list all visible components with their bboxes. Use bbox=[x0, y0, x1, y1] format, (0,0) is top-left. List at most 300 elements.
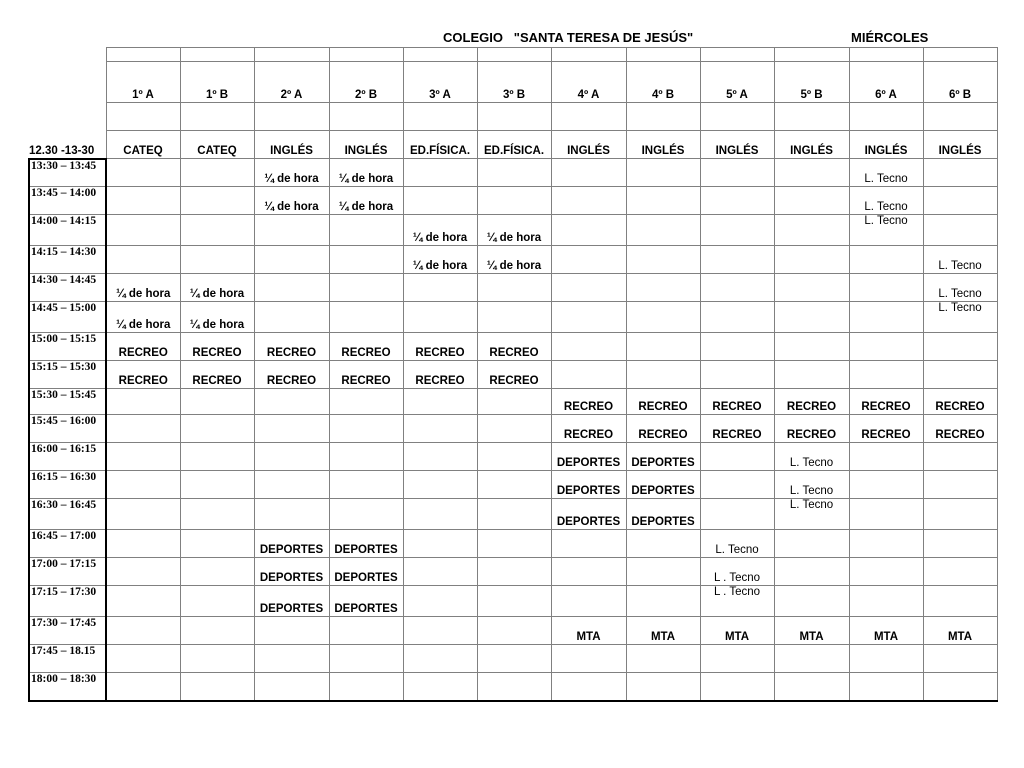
spacer-cell bbox=[29, 103, 106, 131]
schedule-cell: DEPORTES bbox=[626, 471, 700, 499]
schedule-cell bbox=[329, 471, 403, 499]
time-label: 17:00 – 17:15 bbox=[29, 558, 106, 586]
schedule-cell: DEPORTES bbox=[626, 443, 700, 471]
schedule-cell bbox=[403, 187, 477, 215]
schedule-cell: RECREO bbox=[180, 333, 254, 361]
schedule-cell bbox=[106, 471, 180, 499]
schedule-cell: ¼ de hora bbox=[403, 215, 477, 246]
schedule-cell bbox=[923, 361, 997, 389]
schedule-cell: ¼ de hora bbox=[403, 246, 477, 274]
schedule-cell: MTA bbox=[923, 617, 997, 645]
schedule-cell bbox=[774, 302, 849, 333]
schedule-cell: RECREO bbox=[626, 389, 700, 415]
time-slot-row bbox=[29, 617, 997, 645]
time-slot-row bbox=[29, 187, 997, 215]
schedule-cell bbox=[849, 361, 923, 389]
schedule-cell bbox=[477, 471, 551, 499]
time-slot-row bbox=[29, 586, 997, 617]
time-label: 14:45 – 15:00 bbox=[29, 302, 106, 333]
time-slot-row bbox=[29, 471, 997, 499]
class-header-cell: 3º B bbox=[477, 62, 551, 103]
schedule-cell bbox=[254, 415, 329, 443]
schedule-cell bbox=[774, 673, 849, 701]
schedule-cell bbox=[551, 246, 626, 274]
schedule-cell bbox=[106, 530, 180, 558]
schedule-cell bbox=[477, 274, 551, 302]
time-slot-row bbox=[29, 302, 997, 333]
schedule-cell bbox=[106, 558, 180, 586]
schedule-table bbox=[28, 47, 998, 702]
schedule-cell bbox=[254, 215, 329, 246]
schedule-cell bbox=[923, 499, 997, 530]
schedule-cell bbox=[626, 302, 700, 333]
schedule-cell bbox=[477, 443, 551, 471]
schedule-cell: L. Tecno bbox=[923, 274, 997, 302]
schedule-cell: DEPORTES bbox=[329, 586, 403, 617]
schedule-cell bbox=[849, 558, 923, 586]
subject-cell: CATEQ bbox=[106, 131, 180, 159]
schedule-cell: DEPORTES bbox=[626, 499, 700, 530]
time-label: 12.30 -13-30 bbox=[29, 131, 106, 159]
schedule-cell bbox=[626, 361, 700, 389]
schedule-cell: ¼ de hora bbox=[254, 187, 329, 215]
schedule-cell bbox=[477, 159, 551, 187]
schedule-cell bbox=[551, 215, 626, 246]
schedule-cell: MTA bbox=[849, 617, 923, 645]
schedule-cell: L. Tecno bbox=[849, 215, 923, 246]
schedule-cell: RECREO bbox=[774, 415, 849, 443]
schedule-cell bbox=[923, 558, 997, 586]
schedule-cell: RECREO bbox=[254, 361, 329, 389]
schedule-cell: L. Tecno bbox=[849, 159, 923, 187]
schedule-cell bbox=[774, 274, 849, 302]
schedule-cell: RECREO bbox=[626, 415, 700, 443]
class-header-cell: 6º A bbox=[849, 62, 923, 103]
schedule-cell bbox=[774, 558, 849, 586]
schedule-cell bbox=[700, 361, 774, 389]
schedule-cell: RECREO bbox=[923, 415, 997, 443]
schedule-cell bbox=[329, 215, 403, 246]
schedule-cell: RECREO bbox=[403, 333, 477, 361]
subject-cell: INGLÉS bbox=[626, 131, 700, 159]
schedule-cell bbox=[403, 302, 477, 333]
schedule-cell: RECREO bbox=[700, 389, 774, 415]
subject-cell: INGLÉS bbox=[923, 131, 997, 159]
schedule-cell: RECREO bbox=[923, 389, 997, 415]
schedule-cell bbox=[477, 389, 551, 415]
spacer-row bbox=[29, 48, 997, 62]
schedule-cell bbox=[106, 586, 180, 617]
schedule-cell bbox=[403, 443, 477, 471]
schedule-cell: RECREO bbox=[254, 333, 329, 361]
schedule-cell bbox=[403, 159, 477, 187]
schedule-cell: RECREO bbox=[180, 361, 254, 389]
class-header-cell: 3º A bbox=[403, 62, 477, 103]
subject-cell: INGLÉS bbox=[774, 131, 849, 159]
corner-cell bbox=[29, 62, 106, 103]
spacer-cell bbox=[626, 48, 700, 62]
schedule-cell bbox=[106, 215, 180, 246]
subject-cell: INGLÉS bbox=[551, 131, 626, 159]
schedule-cell bbox=[180, 443, 254, 471]
schedule-cell bbox=[774, 159, 849, 187]
schedule-cell: RECREO bbox=[106, 333, 180, 361]
schedule-cell bbox=[329, 274, 403, 302]
schedule-cell bbox=[700, 645, 774, 673]
time-label: 17:30 – 17:45 bbox=[29, 617, 106, 645]
schedule-cell: L. Tecno bbox=[774, 499, 849, 530]
spacer-cell bbox=[180, 103, 254, 131]
schedule-cell bbox=[106, 443, 180, 471]
subject-row bbox=[29, 131, 997, 159]
schedule-cell: L . Tecno bbox=[700, 586, 774, 617]
schedule-cell bbox=[626, 187, 700, 215]
time-slot-row bbox=[29, 558, 997, 586]
spacer-row bbox=[29, 103, 997, 131]
time-label: 14:30 – 14:45 bbox=[29, 274, 106, 302]
class-header-cell: 4º A bbox=[551, 62, 626, 103]
time-label: 16:30 – 16:45 bbox=[29, 499, 106, 530]
schedule-cell bbox=[477, 499, 551, 530]
schedule-cell: ¼ de hora bbox=[477, 246, 551, 274]
schedule-cell bbox=[551, 361, 626, 389]
schedule-cell: MTA bbox=[774, 617, 849, 645]
schedule-cell: RECREO bbox=[551, 415, 626, 443]
schedule-cell bbox=[774, 187, 849, 215]
schedule-cell bbox=[849, 645, 923, 673]
schedule-cell bbox=[700, 333, 774, 361]
schedule-cell bbox=[923, 215, 997, 246]
schedule-cell: RECREO bbox=[551, 389, 626, 415]
schedule-cell bbox=[923, 530, 997, 558]
schedule-cell: RECREO bbox=[774, 389, 849, 415]
schedule-cell: L. Tecno bbox=[923, 246, 997, 274]
schedule-cell bbox=[180, 673, 254, 701]
time-slot-row bbox=[29, 499, 997, 530]
time-label: 15:30 – 15:45 bbox=[29, 389, 106, 415]
schedule-cell bbox=[254, 471, 329, 499]
time-slot-row bbox=[29, 361, 997, 389]
schedule-cell bbox=[849, 673, 923, 701]
time-slot-row bbox=[29, 389, 997, 415]
schedule-cell bbox=[329, 443, 403, 471]
time-slot-row bbox=[29, 246, 997, 274]
spacer-cell bbox=[551, 103, 626, 131]
schedule-cell bbox=[403, 586, 477, 617]
schedule-cell bbox=[403, 558, 477, 586]
schedule-cell bbox=[403, 645, 477, 673]
schedule-cell bbox=[254, 274, 329, 302]
schedule-cell bbox=[106, 246, 180, 274]
schedule-cell bbox=[849, 333, 923, 361]
schedule-cell bbox=[477, 586, 551, 617]
schedule-cell bbox=[180, 558, 254, 586]
spacer-cell bbox=[700, 103, 774, 131]
schedule-cell bbox=[180, 415, 254, 443]
time-label: 14:00 – 14:15 bbox=[29, 215, 106, 246]
schedule-cell: ¼ de hora bbox=[329, 187, 403, 215]
schedule-cell bbox=[106, 617, 180, 645]
schedule-cell: L. Tecno bbox=[774, 443, 849, 471]
schedule-cell bbox=[700, 246, 774, 274]
schedule-cell bbox=[700, 274, 774, 302]
schedule-cell: ¼ de hora bbox=[106, 302, 180, 333]
schedule-cell bbox=[477, 645, 551, 673]
schedule-cell: RECREO bbox=[329, 361, 403, 389]
class-header-cell: 4º B bbox=[626, 62, 700, 103]
day-label: MIÉRCOLES bbox=[851, 30, 929, 45]
time-slot-row bbox=[29, 530, 997, 558]
schedule-cell bbox=[626, 530, 700, 558]
time-label: 16:00 – 16:15 bbox=[29, 443, 106, 471]
time-label: 15:00 – 15:15 bbox=[29, 333, 106, 361]
subject-cell: CATEQ bbox=[180, 131, 254, 159]
spacer-cell bbox=[403, 48, 477, 62]
schedule-cell bbox=[700, 443, 774, 471]
schedule-cell bbox=[403, 499, 477, 530]
time-label: 15:15 – 15:30 bbox=[29, 361, 106, 389]
schedule-cell bbox=[180, 215, 254, 246]
schedule-cell bbox=[329, 389, 403, 415]
schedule-cell: RECREO bbox=[106, 361, 180, 389]
schedule-cell: RECREO bbox=[849, 389, 923, 415]
time-slot-row bbox=[29, 159, 997, 187]
spacer-cell bbox=[923, 103, 997, 131]
subject-cell: ED.FÍSICA. bbox=[477, 131, 551, 159]
class-header-cell: 2º B bbox=[329, 62, 403, 103]
subject-cell: INGLÉS bbox=[254, 131, 329, 159]
schedule-cell bbox=[329, 645, 403, 673]
time-slot-row bbox=[29, 673, 997, 701]
spacer-cell bbox=[106, 48, 180, 62]
schedule-cell bbox=[180, 389, 254, 415]
time-label: 16:45 – 17:00 bbox=[29, 530, 106, 558]
schedule-cell: L. Tecno bbox=[849, 187, 923, 215]
schedule-cell bbox=[626, 215, 700, 246]
schedule-cell bbox=[106, 389, 180, 415]
schedule-cell bbox=[329, 415, 403, 443]
schedule-cell bbox=[551, 645, 626, 673]
schedule-cell: ¼ de hora bbox=[106, 274, 180, 302]
schedule-cell bbox=[700, 159, 774, 187]
schedule-cell: RECREO bbox=[700, 415, 774, 443]
spacer-cell bbox=[329, 103, 403, 131]
schedule-cell: L . Tecno bbox=[700, 558, 774, 586]
schedule-cell bbox=[254, 246, 329, 274]
schedule-cell: ¼ de hora bbox=[477, 215, 551, 246]
time-slot-row bbox=[29, 443, 997, 471]
class-header-cell: 1º A bbox=[106, 62, 180, 103]
schedule-cell bbox=[774, 586, 849, 617]
time-label: 14:15 – 14:30 bbox=[29, 246, 106, 274]
schedule-cell bbox=[774, 530, 849, 558]
schedule-cell bbox=[180, 187, 254, 215]
schedule-cell bbox=[700, 471, 774, 499]
schedule-cell: DEPORTES bbox=[551, 443, 626, 471]
schedule-cell bbox=[106, 673, 180, 701]
spacer-cell bbox=[106, 103, 180, 131]
schedule-cell bbox=[551, 302, 626, 333]
schedule-cell bbox=[106, 159, 180, 187]
time-slot-row bbox=[29, 215, 997, 246]
schedule-cell bbox=[180, 645, 254, 673]
spacer-cell bbox=[774, 48, 849, 62]
schedule-cell bbox=[923, 586, 997, 617]
spacer-cell bbox=[551, 48, 626, 62]
schedule-cell bbox=[774, 246, 849, 274]
subject-cell: ED.FÍSICA. bbox=[403, 131, 477, 159]
time-slot-row bbox=[29, 333, 997, 361]
schedule-cell: L. Tecno bbox=[923, 302, 997, 333]
schedule-cell bbox=[923, 443, 997, 471]
spacer-cell bbox=[254, 103, 329, 131]
schedule-cell bbox=[551, 673, 626, 701]
time-label: 16:15 – 16:30 bbox=[29, 471, 106, 499]
school-title: COLEGIO "SANTA TERESA DE JESÚS" bbox=[443, 30, 694, 45]
schedule-cell bbox=[551, 586, 626, 617]
schedule-cell bbox=[700, 187, 774, 215]
schedule-cell bbox=[106, 645, 180, 673]
class-header-cell: 2º A bbox=[254, 62, 329, 103]
schedule-cell bbox=[180, 499, 254, 530]
schedule-cell bbox=[403, 415, 477, 443]
spacer-cell bbox=[923, 48, 997, 62]
time-slot-row bbox=[29, 274, 997, 302]
class-header-row bbox=[29, 62, 997, 103]
schedule-cell: ¼ de hora bbox=[180, 274, 254, 302]
schedule-cell bbox=[180, 471, 254, 499]
subject-cell: INGLÉS bbox=[700, 131, 774, 159]
schedule-cell bbox=[180, 246, 254, 274]
schedule-cell bbox=[774, 645, 849, 673]
schedule-cell bbox=[626, 274, 700, 302]
schedule-cell bbox=[477, 415, 551, 443]
schedule-cell bbox=[403, 530, 477, 558]
schedule-cell bbox=[700, 673, 774, 701]
schedule-cell bbox=[106, 187, 180, 215]
spacer-cell bbox=[849, 103, 923, 131]
schedule-cell: RECREO bbox=[403, 361, 477, 389]
spacer-cell bbox=[180, 48, 254, 62]
schedule-cell bbox=[700, 302, 774, 333]
schedule-cell: DEPORTES bbox=[254, 586, 329, 617]
schedule-cell bbox=[626, 645, 700, 673]
spacer-cell bbox=[626, 103, 700, 131]
schedule-cell bbox=[403, 274, 477, 302]
schedule-cell: ¼ de hora bbox=[254, 159, 329, 187]
schedule-cell bbox=[180, 530, 254, 558]
schedule-cell bbox=[254, 645, 329, 673]
schedule-cell bbox=[923, 471, 997, 499]
schedule-cell bbox=[254, 499, 329, 530]
spacer-cell bbox=[254, 48, 329, 62]
schedule-cell bbox=[626, 558, 700, 586]
schedule-cell bbox=[551, 274, 626, 302]
schedule-cell bbox=[923, 187, 997, 215]
schedule-cell bbox=[700, 499, 774, 530]
schedule-cell: MTA bbox=[700, 617, 774, 645]
schedule-cell: DEPORTES bbox=[254, 530, 329, 558]
time-label: 13:30 – 13:45 bbox=[29, 159, 106, 187]
time-label: 18:00 – 18:30 bbox=[29, 673, 106, 701]
schedule-cell bbox=[254, 302, 329, 333]
schedule-cell: RECREO bbox=[849, 415, 923, 443]
schedule-cell bbox=[477, 530, 551, 558]
schedule-cell bbox=[923, 159, 997, 187]
time-label: 17:45 – 18.15 bbox=[29, 645, 106, 673]
schedule-cell bbox=[849, 443, 923, 471]
schedule-cell bbox=[849, 246, 923, 274]
spacer-cell bbox=[477, 103, 551, 131]
schedule-cell bbox=[180, 159, 254, 187]
schedule-cell bbox=[180, 617, 254, 645]
schedule-cell bbox=[403, 617, 477, 645]
schedule-cell bbox=[849, 586, 923, 617]
schedule-cell bbox=[106, 499, 180, 530]
schedule-cell bbox=[849, 530, 923, 558]
schedule-cell bbox=[254, 673, 329, 701]
schedule-cell bbox=[477, 617, 551, 645]
time-label: 17:15 – 17:30 bbox=[29, 586, 106, 617]
time-slot-row bbox=[29, 645, 997, 673]
time-label: 15:45 – 16:00 bbox=[29, 415, 106, 443]
time-label: 13:45 – 14:00 bbox=[29, 187, 106, 215]
schedule-cell: L. Tecno bbox=[774, 471, 849, 499]
schedule-cell bbox=[551, 187, 626, 215]
spacer-cell bbox=[403, 103, 477, 131]
schedule-cell bbox=[254, 443, 329, 471]
class-header-cell: 5º B bbox=[774, 62, 849, 103]
class-header-cell: 5º A bbox=[700, 62, 774, 103]
time-slot-row bbox=[29, 415, 997, 443]
schedule-cell bbox=[477, 558, 551, 586]
schedule-cell: DEPORTES bbox=[329, 530, 403, 558]
spacer-cell bbox=[29, 48, 106, 62]
schedule-cell bbox=[329, 246, 403, 274]
schedule-cell: ¼ de hora bbox=[180, 302, 254, 333]
schedule-cell bbox=[551, 530, 626, 558]
schedule-cell bbox=[477, 302, 551, 333]
schedule-cell: DEPORTES bbox=[551, 499, 626, 530]
schedule-cell bbox=[551, 558, 626, 586]
spacer-cell bbox=[477, 48, 551, 62]
schedule-cell: RECREO bbox=[477, 361, 551, 389]
spacer-cell bbox=[329, 48, 403, 62]
schedule-cell bbox=[254, 389, 329, 415]
schedule-cell bbox=[180, 586, 254, 617]
schedule-cell bbox=[626, 159, 700, 187]
schedule-cell: DEPORTES bbox=[329, 558, 403, 586]
spacer-cell bbox=[700, 48, 774, 62]
schedule-cell bbox=[849, 499, 923, 530]
schedule-cell bbox=[329, 499, 403, 530]
subject-cell: INGLÉS bbox=[849, 131, 923, 159]
schedule-cell bbox=[774, 215, 849, 246]
schedule-cell bbox=[254, 617, 329, 645]
spacer-cell bbox=[849, 48, 923, 62]
schedule-cell bbox=[106, 415, 180, 443]
schedule-cell bbox=[551, 333, 626, 361]
class-header-cell: 6º B bbox=[923, 62, 997, 103]
schedule-cell bbox=[551, 159, 626, 187]
schedule-cell bbox=[774, 333, 849, 361]
schedule-cell bbox=[626, 586, 700, 617]
schedule-cell: DEPORTES bbox=[254, 558, 329, 586]
schedule-cell bbox=[774, 361, 849, 389]
schedule-cell bbox=[849, 471, 923, 499]
schedule-cell bbox=[849, 274, 923, 302]
schedule-cell: MTA bbox=[626, 617, 700, 645]
